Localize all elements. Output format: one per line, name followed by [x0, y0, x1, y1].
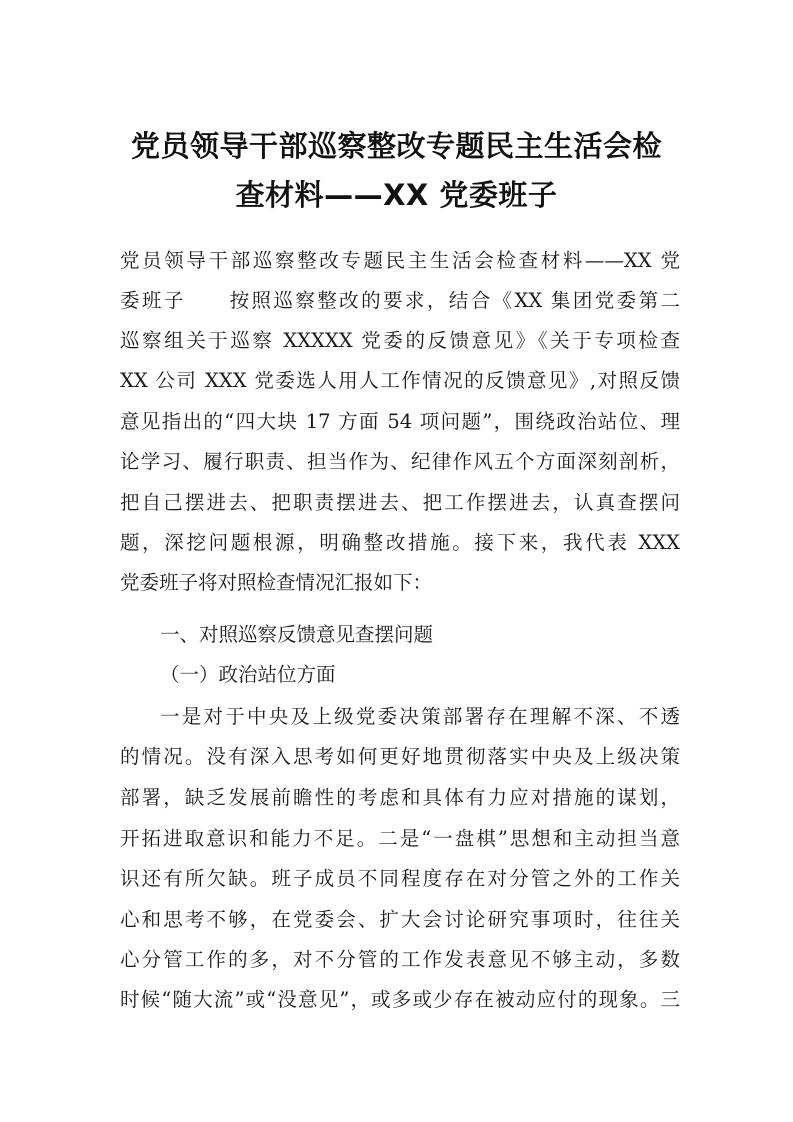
body-line: 的情况。没有深入思考如何更好地贯彻落实中央及上级决策 [120, 745, 680, 768]
body-line: 把自己摆进去、把职责摆进去、把工作摆进去，认真查摆问 [120, 491, 680, 514]
document-title-line-2: 查材料——XX 党委班子 [235, 178, 558, 212]
body-line: 部署，缺乏发展前瞻性的考虑和具体有力应对措施的谋划， [120, 786, 680, 809]
body-line: 委班子 按照巡察整改的要求，结合《XX 集团党委第二 [120, 289, 680, 312]
body-line: 巡察组关于巡察 XXXXX 党委的反馈意见》《关于专项检查 [120, 329, 680, 352]
body-line: XX 公司 XXX 党委选人用人工作情况的反馈意见》,对照反馈 [120, 369, 680, 392]
body-line: 党员领导干部巡察整改专题民主生活会检查材料——XX 党 [120, 249, 680, 272]
body-line: 时候“随大流”或“没意见”，或多或少存在被动应付的现象。三 [120, 988, 680, 1011]
body-line: 论学习、履行职责、担当作为、纪律作风五个方面深刻剖析， [120, 450, 680, 473]
subsection-heading: （一）政治站位方面 [160, 663, 336, 686]
body-line: 开拓进取意识和能力不足。二是“一盘棋”思想和主动担当意 [120, 827, 680, 850]
body-line: 题，深挖问题根源，明确整改措施。接下来，我代表 XXX [120, 531, 680, 554]
body-line: 心分管工作的多，对不分管的工作发表意见不够主动，多数 [120, 948, 680, 971]
body-line: 识还有所欠缺。班子成员不同程度存在对分管之外的工作关 [120, 867, 680, 890]
body-line: 党委班子将对照检查情况汇报如下： [120, 571, 433, 594]
body-line: 心和思考不够，在党委会、扩大会讨论研究事项时，往往关 [120, 908, 680, 931]
document-title-line-1: 党员领导干部巡察整改专题民主生活会检 [130, 129, 662, 163]
section-heading: 一、对照巡察反馈意见查摆问题 [160, 623, 434, 646]
body-line: 意见指出的“四大块 17 方面 54 项问题”，围绕政治站位、理 [120, 410, 680, 433]
body-line: 一是对于中央及上级党委决策部署存在理解不深、不透 [160, 705, 680, 728]
